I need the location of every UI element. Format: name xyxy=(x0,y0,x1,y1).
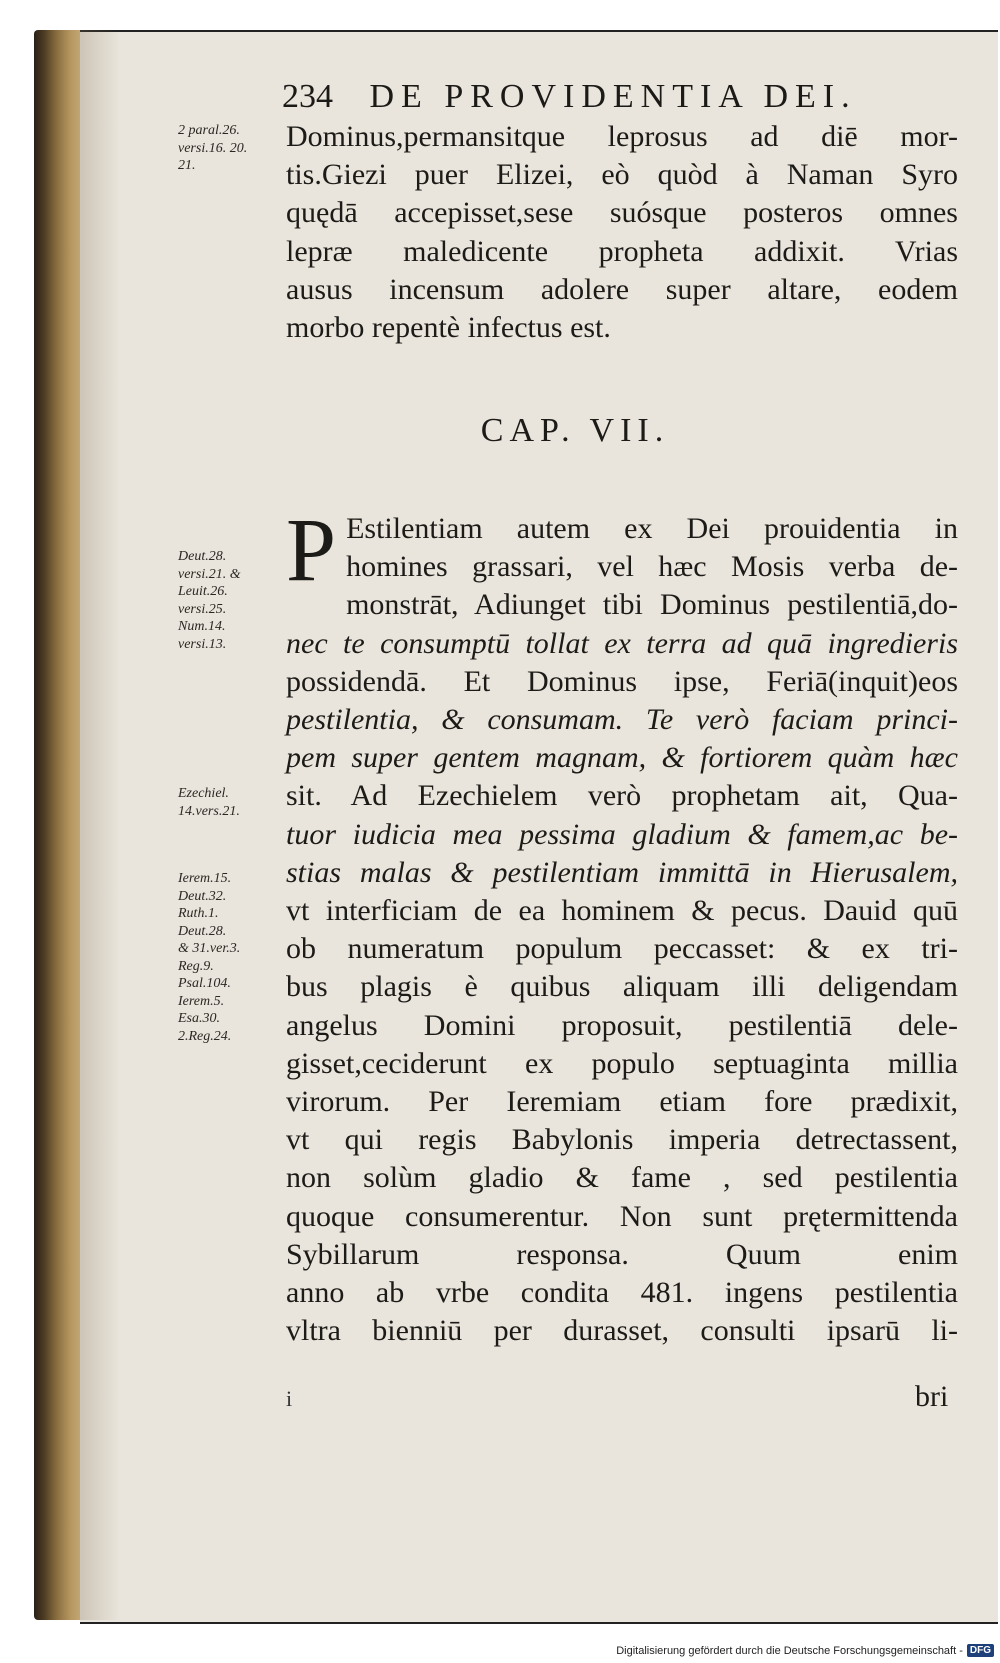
marginal-note-3 xyxy=(178,785,278,820)
text-line: tis.Giezi puer Elizei, eò quòd à Naman Syro xyxy=(286,158,958,192)
marginal-line: Ruth.1. xyxy=(178,906,219,921)
text-line: vt qui regis Babylonis imperia detrectassent, xyxy=(286,1123,958,1157)
text-line: sit. Ad Ezechielem verò prophetam ait, Qua- xyxy=(286,779,958,813)
running-head xyxy=(282,78,857,116)
catchword: bri xyxy=(915,1380,949,1413)
text-line: Estilentiam autem ex Dei prouidentia in xyxy=(346,512,958,545)
text-line: non solùm gladio & fame , sed pestilentia xyxy=(286,1161,958,1195)
text-line: morbo repentè infectus est. xyxy=(286,311,611,345)
marginal-line: Reg.9. xyxy=(178,958,214,974)
text-line: virorum. Per Ieremiam etiam fore prædixit, xyxy=(286,1085,958,1119)
text-line: angelus Domini proposuit, pestilentiā dele- xyxy=(286,1008,958,1042)
marginal-line: Deut.28. xyxy=(178,549,227,564)
marginal-line: Deut.32. xyxy=(178,888,227,904)
gutter-shadow xyxy=(80,30,120,1620)
marginal-line: Deut.28. xyxy=(178,923,227,939)
text-line: homines grassari, vel hæc Mosis verba de- xyxy=(346,550,958,584)
text-line: nec te consumptū tollat ex terra ad quā ingredieris xyxy=(286,626,958,660)
text-line: pestilentia, & consumam. Te verò faciam princi- xyxy=(286,703,958,737)
text-line: possidendā. Et Dominus ipse, Feriā(inquit)eos xyxy=(286,664,958,698)
text-line: ob numeratum populum peccasset: & ex tri- xyxy=(286,932,958,966)
marginal-note-2 xyxy=(178,548,278,653)
stray-mark: i xyxy=(286,1386,293,1411)
marginal-note-4 xyxy=(178,870,278,1045)
marginal-line: Num.14. xyxy=(178,619,226,634)
marginal-line: 2 paral.26. xyxy=(178,123,240,138)
text-line: quędā accepisset,sese suósque posteros omnes xyxy=(286,196,958,230)
text-line: Dominus,permansitque leprosus ad diē mor- xyxy=(286,120,958,153)
text-line: gisset,ceciderunt ex populo septuaginta millia xyxy=(286,1046,958,1080)
marginal-line: Ierem.15. xyxy=(178,871,232,886)
marginal-line: 2.Reg.24. xyxy=(178,1028,232,1044)
text-line: quoque consumerentur. Non sunt prętermittenda xyxy=(286,1199,958,1233)
marginal-line: 21. xyxy=(178,158,196,173)
text-line: tuor iudicia mea pessima gladium & famem,ac be- xyxy=(286,817,958,851)
marginal-line: Ierem.5. xyxy=(178,993,225,1009)
marginal-line: & 31.ver.3. xyxy=(178,941,241,956)
book-spine-edge xyxy=(34,30,86,1620)
marginal-line: versi.13. xyxy=(178,636,227,652)
text-line: lepræ maledicente propheta addixit. Vrias xyxy=(286,234,958,268)
text-line: vt interficiam de ea hominem & pecus. Dauid quū xyxy=(286,894,958,928)
text-line: ausus incensum adolere super altare, eodem xyxy=(286,272,958,306)
marginal-line: Psal.104. xyxy=(178,976,231,991)
text-block-1 xyxy=(286,118,958,347)
text-block-2 xyxy=(286,501,958,1350)
text-line: monstrāt, Adiunget tibi Dominus pestilentiā,do- xyxy=(346,588,958,622)
drop-cap: P xyxy=(286,501,337,600)
marginal-line: Leuit.26. xyxy=(178,584,228,599)
footer-text: Digitalisierung gefördert durch die Deutsche Forschungsgemeinschaft - xyxy=(616,1644,963,1657)
chapter-heading: CAP. VII. xyxy=(480,412,670,449)
running-title: DE PROVIDENTIA DEI. xyxy=(369,78,857,115)
marginal-note-1 xyxy=(178,122,278,175)
text-line: bus plagis è quibus aliquam illi deligendam xyxy=(286,970,958,1004)
marginal-line: versi.16. 20. xyxy=(178,140,248,156)
text-line: pem super gentem magnam, & fortiorem quàm hæc xyxy=(286,741,958,775)
text-line: anno ab vrbe condita 481. ingens pestilentia xyxy=(286,1276,958,1310)
marginal-line: 14.vers.21. xyxy=(178,803,240,819)
marginal-line: versi.25. xyxy=(178,601,227,617)
text-line: Sybillarum responsa. Quum enim xyxy=(286,1237,958,1271)
dfg-logo: DFG xyxy=(967,1644,994,1657)
page-number: 234 xyxy=(282,78,333,115)
marginal-line: Ezechiel. xyxy=(178,786,229,801)
digitization-footer xyxy=(616,1644,994,1657)
marginal-line: Esa.30. xyxy=(178,1011,220,1026)
text-line: stias malas & pestilentiam immittā in Hierusalem, xyxy=(286,855,958,889)
text-line: vltra bienniū per durasset, consulti ipsarū li- xyxy=(286,1314,958,1348)
marginal-line: versi.21. & xyxy=(178,566,241,582)
